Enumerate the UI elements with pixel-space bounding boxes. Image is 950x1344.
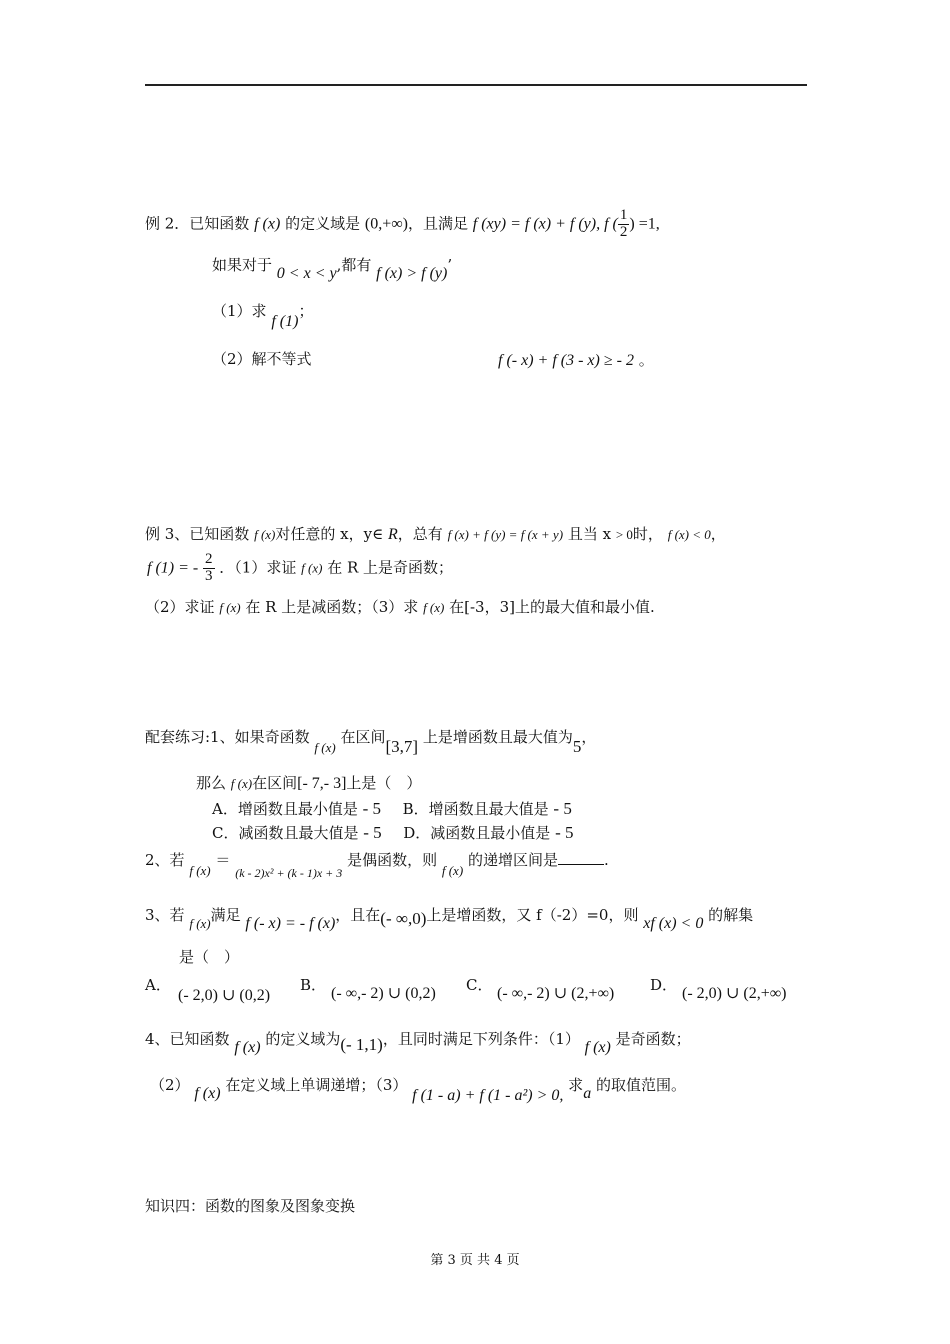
text: （2） [150, 1076, 190, 1094]
text: ，且同时满足下列条件：（1） [382, 1030, 580, 1048]
text: 的解集 [708, 906, 754, 924]
text: 。 [638, 351, 654, 369]
option-d: D． [650, 976, 678, 994]
option-d-value [682, 986, 786, 1002]
page-number: 第 3 页 共 4 页 [430, 1253, 520, 1268]
text: 时， [632, 525, 663, 543]
option-b-value [331, 986, 436, 1002]
option-b-label [300, 978, 326, 993]
math-fx: f (x) [230, 776, 253, 791]
text: 上是（ ） [346, 774, 422, 792]
math-fx: f (x) [254, 527, 276, 542]
text: ，且在 [335, 906, 381, 924]
denominator: 3 [205, 567, 213, 584]
math-fx: f (x) [194, 1085, 221, 1102]
math-fx: f (x) [189, 916, 211, 931]
text: ， [710, 525, 726, 543]
example-2-line-1 [145, 208, 660, 241]
text: 满足 [210, 906, 241, 924]
option-c: C． [466, 976, 493, 994]
example-2-inequality [498, 353, 654, 369]
answer-blank [558, 852, 604, 865]
text: 在 R 上是奇函数； [327, 558, 454, 577]
text: 2、若 [145, 851, 185, 869]
math-r: R [387, 526, 398, 543]
example-2-label: 例 2．已知函数 [145, 214, 250, 233]
example-3-line-1 [145, 527, 726, 543]
text: ； [298, 302, 314, 320]
math: ) =1, [629, 215, 660, 233]
text: 如果对于 [212, 256, 273, 274]
text: 在区间 [340, 728, 386, 746]
math-polynomial: (k - 2)x² + (k - 1)x + 3 [235, 866, 343, 880]
math-f1: f (1) [271, 313, 299, 330]
math-inequality: f (- x) + f (3 - x) ≥ - 2 [498, 352, 634, 369]
math-value: - 5 [362, 799, 382, 818]
text: 在[-3，3]上的最大值和最小值. [449, 598, 655, 616]
text: 的取值范围。 [595, 1076, 686, 1094]
math-value: - 5 [553, 799, 572, 818]
math-interval: [- 7,- 3] [297, 775, 347, 792]
option-c: C．减函数且最大值是 [212, 824, 359, 842]
numerator: 1 [619, 207, 628, 223]
math-f1-value: f (1) = - [147, 559, 199, 577]
option-a: A． [145, 976, 171, 994]
text: 是偶函数，则 [347, 851, 438, 869]
text: 对任意的 x，y∈ [275, 525, 384, 543]
denominator: 2 [619, 223, 628, 240]
math-fx: f (x) [584, 1039, 611, 1056]
math-value: 5 [572, 737, 582, 756]
math-inequality: f (x) < 0 [667, 527, 711, 542]
numerator: 2 [205, 551, 213, 567]
math-fx: f (x) [301, 560, 323, 576]
text: 的递增区间是 [467, 851, 558, 869]
text: 4、已知函数 [145, 1030, 230, 1048]
text: ， [581, 728, 597, 746]
math-inequality: xf (x) < 0 [643, 915, 704, 932]
math-fx: f (x) [423, 600, 445, 615]
text: 的定义域是 [285, 214, 361, 233]
math-value: - 5 [363, 823, 382, 842]
math-fx: f (x) [314, 740, 336, 755]
text: 在 R 上是减函数；（3）求 [245, 598, 419, 616]
practice-3-options [145, 978, 171, 993]
page-footer [0, 1249, 950, 1268]
text: 是奇函数； [615, 1030, 691, 1048]
text: 上是增函数且最大值为 [422, 728, 573, 746]
math-interval: (- ∞,0) [380, 909, 427, 928]
text: 那么 [196, 774, 227, 792]
section-title: 知识四：函数的图象及图象变换 [145, 1197, 356, 1215]
option-c-label [466, 978, 492, 993]
math-fx: f (x) [254, 215, 281, 233]
example-3-line-3 [145, 600, 655, 615]
math: , f ( [596, 215, 618, 233]
text: 上是增函数，又 f（-2）=0，则 [426, 906, 639, 924]
math-interval: (- 1,1) [340, 1035, 383, 1054]
math-domain: (0,+∞) [364, 215, 408, 233]
text: 是（ ） [179, 948, 240, 966]
example-2-question-1 [212, 302, 314, 330]
text: 的定义域为 [265, 1030, 341, 1048]
text: 且当 x [567, 525, 612, 543]
header-rule [145, 84, 807, 86]
text: 求 [568, 1076, 584, 1094]
option-c-value [497, 986, 614, 1002]
practice-1-options-ab [212, 800, 572, 817]
text: （2）求证 [145, 598, 215, 616]
practice-1-line-2 [196, 776, 421, 792]
math-interval: [3,7] [385, 737, 419, 756]
option-b: B．增函数且最大值是 [402, 800, 549, 818]
text: ’ [447, 256, 453, 274]
text: ,都有 [336, 256, 372, 274]
practice-4-line-2 [150, 1076, 686, 1104]
math-union: (- ∞,- 2) ∪ (0,2) [331, 985, 436, 1002]
math-inequality: f (1 - a) + f (1 - a²) > 0, [412, 1087, 564, 1104]
example-2-question-2 [212, 352, 312, 367]
practice-3-line-1 [145, 906, 754, 932]
text: （2）解不等式 [212, 350, 312, 368]
practice-2-line [145, 851, 609, 880]
text: ．（1）求证 [219, 558, 297, 577]
math: > 0 [615, 527, 633, 542]
math-union: (- ∞,- 2) ∪ (2,+∞) [497, 985, 615, 1002]
math-fx: f (x) [441, 863, 464, 878]
math-fx: f (x) [189, 863, 211, 878]
practice-4-line-1 [145, 1030, 691, 1056]
option-d: D．减函数且最小值是 [403, 824, 551, 842]
practice-1-options-cd [212, 824, 573, 841]
option-a: A．增函数且最小值是 [212, 800, 358, 818]
text: ，且满足 [407, 214, 468, 233]
math-union: (- 2,0) ∪ (2,+∞) [682, 985, 787, 1002]
math-inequality: f (x) > f (y) [376, 265, 448, 282]
math-fx: f (x) [234, 1039, 261, 1056]
example-2-line-2 [212, 256, 453, 282]
example-3-line-2 [147, 552, 453, 585]
math-inequality: 0 < x < y [276, 265, 337, 282]
math-odd-function: f (- x) = - f (x) [245, 915, 336, 932]
math-variable: a [583, 1085, 592, 1102]
example-3-label: 例 3、已知函数 [145, 525, 250, 543]
text: . [603, 851, 609, 869]
math-value: - 5 [555, 823, 574, 842]
practice-label: 配套练习:1、如果奇函数 [145, 728, 310, 746]
section-heading [145, 1199, 355, 1214]
math-functional-equation: f (xy) = f (x) + f (y) [472, 215, 597, 233]
math-functional-equation: f (x) + f (y) = f (x + y) [447, 527, 564, 542]
practice-1-line-1 [145, 728, 597, 756]
math-union: (- 2,0) ∪ (0,2) [178, 987, 271, 1004]
math-fx: f (x) [219, 600, 241, 615]
text: （1）求 [212, 302, 267, 320]
text: 在定义域上单调递增；（3） [225, 1076, 408, 1094]
text: 3、若 [145, 906, 185, 924]
option-b: B． [300, 976, 327, 994]
text: ＝ [215, 851, 231, 869]
text: ，总有 [397, 525, 443, 543]
fraction-one-half [618, 208, 630, 241]
text: 在区间 [252, 774, 298, 792]
option-a-value [178, 988, 270, 1004]
fraction-two-thirds [203, 552, 215, 585]
practice-3-line-2 [179, 950, 239, 965]
option-d-label [650, 978, 677, 993]
